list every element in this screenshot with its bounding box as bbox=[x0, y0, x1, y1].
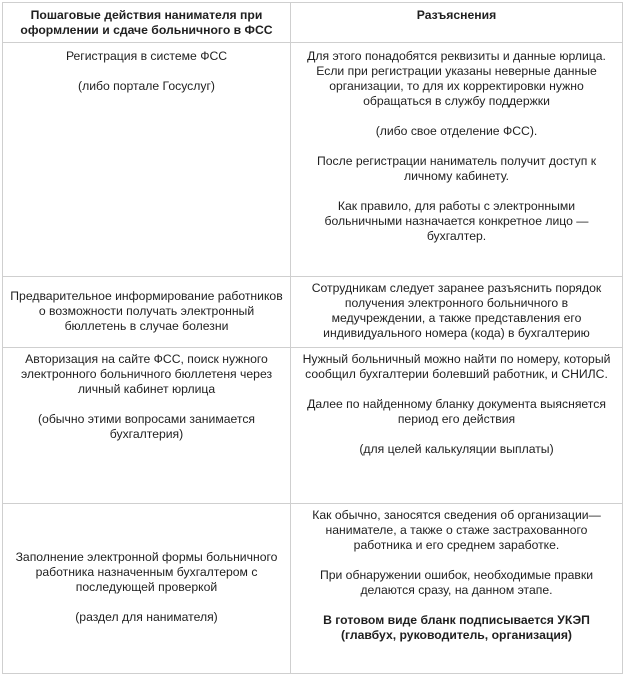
explanation-cell bbox=[291, 348, 623, 504]
header-explanations: Разъяснения bbox=[291, 3, 623, 43]
explanation-text: Сотрудникам следует заранее разъяснить порядок получения электронного больничного в медучреждении, а также представления его индивидуального номера (кода) в бухгалтерию bbox=[311, 281, 602, 340]
explanation-cell bbox=[291, 277, 623, 348]
explanation-text: Как обычно, заносятся сведения об организации— нанимателе, а также о стаже застрахованного работника и его среднем заработке. bbox=[312, 508, 601, 552]
action-cell bbox=[3, 277, 291, 348]
action-text: Предварительное информирование работников о возможности получать электронный бюллетень в случае болезни bbox=[10, 288, 283, 333]
table-row bbox=[3, 504, 623, 674]
explanation-text: Далее по найденному бланку документа выясняется период его действия bbox=[307, 397, 606, 426]
fss-sick-leave-steps-table bbox=[2, 2, 623, 674]
header-actions: Пошаговые действия нанимателя при оформлении и сдаче больничного в ФСС bbox=[3, 3, 291, 43]
explanation-text: Нужный больничный можно найти по номеру, который сообщил бухгалтерии болевший работник, и СНИЛС. bbox=[302, 352, 611, 381]
explanation-emphasis: В готовом виде бланк подписывается УКЭП (главбух, руководитель, организация) bbox=[323, 613, 590, 642]
action-cell bbox=[3, 348, 291, 504]
action-note: (либо портале Госуслуг) bbox=[78, 79, 215, 93]
explanation-text: Как правило, для работы с электронными больничными назначается конкретное лицо — бухгалтер. bbox=[324, 199, 589, 243]
action-text: Авторизация на сайте ФСС, поиск нужного электронного больничного бюллетеня через личный кабинет юрлица bbox=[20, 352, 273, 396]
table-header-row bbox=[3, 3, 623, 43]
table-row bbox=[3, 43, 623, 277]
action-note: (обычно этими вопросами занимается бухгалтерия) bbox=[37, 412, 256, 441]
explanation-cell bbox=[291, 43, 623, 277]
action-cell bbox=[3, 43, 291, 277]
action-text: Регистрация в системе ФСС bbox=[65, 49, 228, 63]
action-text: Заполнение электронной формы больничного работника назначенным бухгалтером с последующей проверкой bbox=[15, 550, 278, 594]
explanation-text: После регистрации наниматель получит доступ к личному кабинету. bbox=[316, 154, 597, 183]
action-cell bbox=[3, 504, 291, 674]
table-row bbox=[3, 348, 623, 504]
explanation-text: Для этого понадобятся реквизиты и данные юрлица. Если при регистрации указаны неверные данные организации, то для их корректировки нужно обращаться в службу поддержки bbox=[307, 49, 606, 108]
explanation-text: (для целей калькуляции выплаты) bbox=[359, 442, 554, 456]
explanation-cell bbox=[291, 504, 623, 674]
explanation-text: (либо свое отделение ФСС). bbox=[375, 124, 538, 138]
explanation-text: При обнаружении ошибок, необходимые правки делаются сразу, на данном этапе. bbox=[319, 568, 594, 597]
table-row bbox=[3, 277, 623, 348]
action-note: (раздел для нанимателя) bbox=[75, 610, 218, 624]
